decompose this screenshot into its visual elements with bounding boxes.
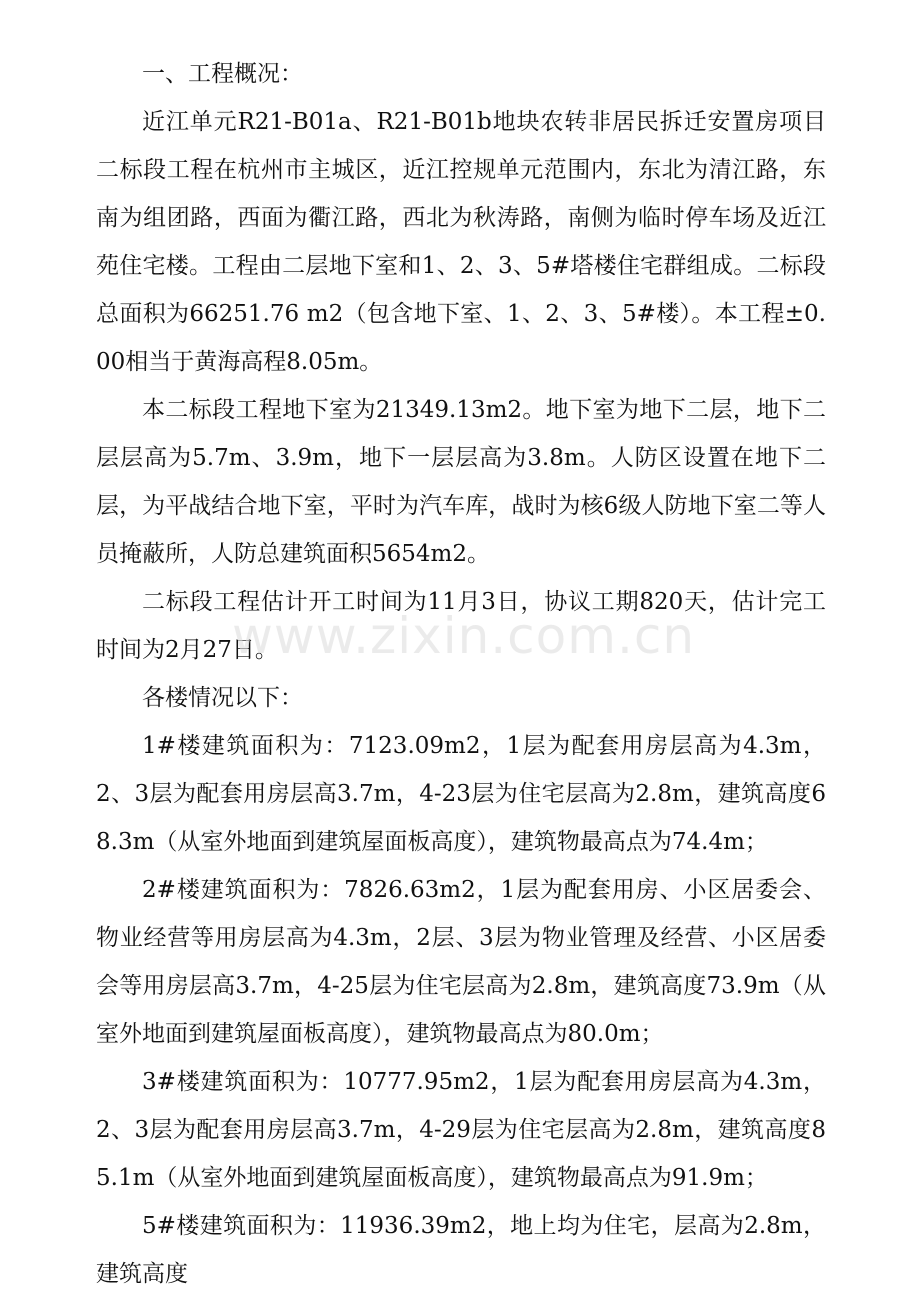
paragraph-building-2: 2#楼建筑面积为：7826.63m2，1层为配套用房、小区居委会、物业经营等用房层高为4.3m，2层、3层为物业管理及经营、小区居委会等用房层高3.7m，4-25层为住宅层高为2.8m，建筑高度73.9m（从室外地面到建筑屋面板高度），建筑物最高点为80.0m； [96, 877, 826, 1047]
paragraph-buildings-intro: 各楼情况以下： [142, 685, 303, 711]
paragraph-basement: 本二标段工程地下室为21349.13m2。地下室为地下二层，地下二层层高为5.7m、3.9m，地下一层层高为3.8m。人防区设置在地下二层，为平战结合地下室，平时为汽车库，战时为核6级人防地下室二等人员掩蔽所，人防总建筑面积5654m2。 [96, 397, 826, 567]
paragraph-building-5: 5#楼建筑面积为：11936.39m2，地上均为住宅，层高为2.8m，建筑高度 [96, 1213, 826, 1287]
paragraph-project-location: 近江单元R21-B01a、R21-B01b地块农转非居民拆迁安置房项目二标段工程在杭州市主城区，近江控规单元范围内，东北为清江路，东南为组团路，西面为衢江路，西北为秋涛路，南侧为临时停车场及近江苑住宅楼。工程由二层地下室和1、2、3、5#塔楼住宅群组成。二标段总面积为66251.76 m2（包含地下室、1、2、3、5#楼）。本工程±0.00相当于黄海高程8.05m。 [96, 109, 826, 375]
paragraph-building-3: 3#楼建筑面积为：10777.95m2，1层为配套用房层高为4.3m，2、3层为配套用房层高3.7m，4-29层为住宅层高为2.8m，建筑高度85.1m（从室外地面到建筑屋面板高度），建筑物最高点为91.9m； [96, 1069, 826, 1191]
section-heading: 一、工程概况： [142, 61, 303, 87]
paragraph-building-1: 1#楼建筑面积为：7123.09m2，1层为配套用房层高为4.3m，2、3层为配套用房层高3.7m，4-23层为住宅层高为2.8m，建筑高度68.3m（从室外地面到建筑屋面板高度），建筑物最高点为74.4m； [96, 733, 826, 855]
document-body [96, 50, 826, 1298]
paragraph-schedule: 二标段工程估计开工时间为11月3日，协议工期820天，估计完工时间为2月27日。 [96, 589, 826, 663]
watermark-text: www.zixin.com.cn [232, 607, 696, 665]
